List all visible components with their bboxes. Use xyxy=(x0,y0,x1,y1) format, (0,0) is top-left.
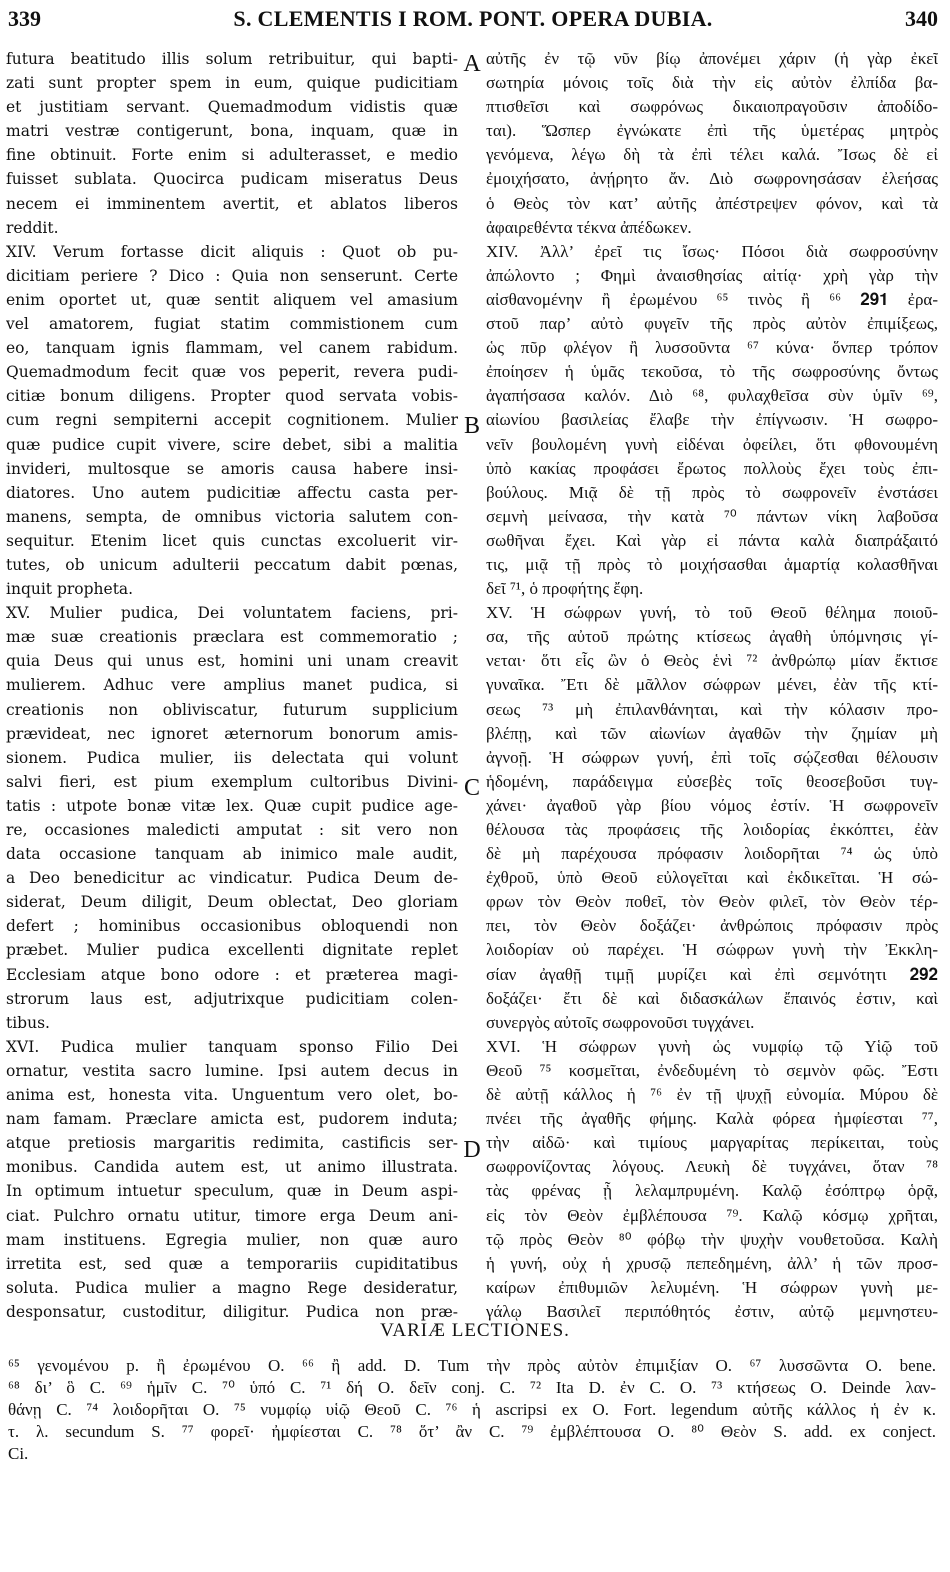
latin-text-line: mulierem. Adhuc vere amplius manet pudica, si xyxy=(6,676,458,695)
greek-text-line: καίρων ἐπιθυμιῶν λελυμένη. Ἡ σώφρων γυνὴ με- xyxy=(486,1277,938,1297)
latin-text-line: manens, sempta, de omnibus victoria salutem con- xyxy=(6,507,458,526)
latin-text-line: irretita est, sed quæ a temporariis cupiditatibus xyxy=(6,1254,458,1273)
footnotes xyxy=(8,1355,936,1465)
greek-text-line: πτισθεῖσι καὶ σωφρόνως δικαιοπραγοῦσιν ἀποδίδο- xyxy=(486,97,938,117)
greek-text-line: γενόμενα, λέγω δὴ τὰ ἐπὶ τέλει καλά. Ἴσως δὲ εἰ xyxy=(486,145,938,165)
latin-text-line: siderat, Deum diligit, Deum oblectat, Deo gloriam xyxy=(6,893,458,912)
greek-text-line: εἰς τὸν Θεὸν ἐμβλέπουσα ⁷⁹. Καλῷ κόσμῳ χρῆται, xyxy=(486,1205,938,1225)
latin-text-line: strorum laus est, adjutrixque pudicitiam colen- xyxy=(6,989,458,1008)
greek-text-line: ἀγνοῇ. Ἡ σώφρων γυνή, ἐπὶ τοῖς σῴζεσθαι θέλουσιν xyxy=(486,747,938,767)
latin-text-line: sequitur. Etenim licet quis cunctas excoluerit vir- xyxy=(6,531,458,550)
margin-letter-a: A xyxy=(463,51,481,77)
greek-text-line: ἐποίησεν ἡ ὑμᾶς τεκοῦσα, τὸ τῆς σωφροσύνης ὄντως xyxy=(486,362,938,382)
footnote-line: Ci. xyxy=(8,1444,29,1463)
greek-text-line: γυναῖκα. Ἔτι δὲ μᾶλλον σώφρων μένει, ἐὰν τῆς κτί- xyxy=(486,675,938,695)
latin-text-line: eo, tanquam ignis flammam, vel canem rabidum. xyxy=(6,339,458,358)
greek-text-line: τῷ πρὸς Θεὸν ⁸⁰ φόβῳ τὴν ψυχὴν νουθετοῦσα. Καλὴ xyxy=(486,1229,938,1249)
latin-column xyxy=(6,47,458,1324)
greek-text-line: ἡ γυνή, οὐχ ἡ χρυσῷ πεπεδημένη, ἀλλ’ ἡ τῶν προσ- xyxy=(486,1253,938,1273)
greek-text-line: ὁ Θεὸς τὸν κατ’ αὐτῆς ἀπέστρεψεν φόνον, καὶ τὰ xyxy=(486,193,938,213)
latin-text-line: prævideat, nec ignoret æternorum bonorum amis- xyxy=(6,724,458,743)
greek-text-line: γάλῳ Βασιλεῖ περιπόθητός ἐστιν, αὐτῷ μεμνηστευ- xyxy=(486,1301,938,1321)
latin-text-line: quæ pudice cupit vivere, scire debet, sibi a malitia xyxy=(6,435,458,454)
greek-text-line: πνέει τῆς ἀγαθῆς φήμης. Καλὰ φόρεα ἠμφίεσται ⁷⁷, xyxy=(486,1109,938,1129)
page-header xyxy=(8,6,938,36)
latin-text-line: ornatur, vestita sacro lumine. Ipsi autem decus in xyxy=(6,1061,458,1080)
greek-text-line: νεῖν βουλομένη γυνὴ εἰδέναι ὀφείλει, ὅτι φθονουμένη xyxy=(486,434,938,454)
running-title: S. CLEMENTIS I ROM. PONT. OPERA DUBIA. xyxy=(233,6,713,31)
greek-text-line: σωθῆναι ἔχει. Καὶ γὰρ εἰ πάντα καλὰ διαπράξαιτό xyxy=(486,530,938,550)
latin-text-line: XIV. Verum fortasse dicit aliquis : Quot ob pu- xyxy=(6,242,458,261)
greek-text-line: θέλουσα τὰς προφάσεις τῆς λοιδορίας ἐκκόπτει, ἐὰν xyxy=(486,820,938,839)
latin-text-line: anima est, honesta vita. Unguentum vero olet, bo- xyxy=(6,1086,458,1105)
greek-text-line: δὲ αὐτῇ κάλλος ἡ ⁷⁶ ἐν τῇ ψυχῇ εὐνομία. Μύρου δὲ xyxy=(486,1085,938,1105)
footnote-line: θάνῃ C. ⁷⁴ λοιδορῆται O. ⁷⁵ νυμφίῳ υἱῷ Θεοῦ C. ⁷⁶ ἡ ascripsi ex O. Fort. legendum αὐτῆς κάλλος ἡ ἐν κ. xyxy=(8,1400,936,1419)
footnote-line: τ. λ. secundum S. ⁷⁷ φορεῖ· ἠμφίεσται C. ⁷⁸ ὅτ’ ἂν C. ⁷⁹ ἐμβλέπτουσα O. ⁸⁰ Θεὸν S. add. ex conject. xyxy=(8,1422,936,1441)
latin-text-line: inquit propheta. xyxy=(6,580,134,599)
greek-text-line: νεται· ὅτι εἷς ὢν ὁ Θεὸς ἑνὶ ⁷² ἀνθρώπῳ μίαν ἔκτισε xyxy=(486,651,938,671)
greek-text-line: δὲ μὴ παρέχουσα πρόφασιν λοιδορῆται ⁷⁴ ὡς ὑπὸ xyxy=(486,844,938,864)
greek-text-line: βλέπῃ, καὶ τῶν αἰωνίων ἀγαθῶν τὴν ζημίαν μὴ xyxy=(486,723,938,743)
latin-text-line: quia Deus qui unus est, homini uni unam creavit xyxy=(6,652,458,671)
greek-text-line: τὴν αἰδῶ· καὶ τιμίους μαργαρίτας περίκειται, τοὺς xyxy=(486,1133,938,1153)
footnote-line: ⁶⁸ δι’ ὃ C. ⁶⁹ ἡμῖν C. ⁷⁰ ὑπό C. ⁷¹ δή O. δεῖν conj. C. ⁷² Ita D. ἐν C. O. ⁷³ κτήσεως O. Deinde λαν- xyxy=(8,1378,936,1397)
greek-text-line: Θεοῦ ⁷⁵ κοσμεῖται, ἐνδεδυμένη τὸ σεμνὸν φῶς. Ἔστι xyxy=(486,1060,938,1080)
greek-text-line: ἐμοιχήσατο, ἀνῄρητο ἄν. Διὸ σωφρονησάσαν ἐλεήσας xyxy=(486,169,938,189)
latin-text-line: reddit. xyxy=(6,218,59,237)
greek-text-line: XVI. Ἡ σώφρων γυνὴ ὡς νυμφίῳ τῷ Υἱῷ τοῦ xyxy=(486,1036,938,1056)
greek-text-line: ται). Ὥσπερ ἐγνώκατε ἐπὶ τῆς ὑμετέρας μητρὸς xyxy=(486,121,938,141)
latin-text-line: tutes, ob unicum adulterii peccatum dabit pœnas, xyxy=(6,555,458,574)
greek-text-line: χάνει· ἀγαθοῦ γὰρ βίου νόμος ἐστίν. Ἡ σωφρονεῖν xyxy=(486,795,938,815)
latin-text-line: præbet. Mulier pudica excellenti dignitate replet xyxy=(6,941,458,960)
greek-text-line: στοῦ παρ’ αὐτὸ φυγεῖν τῆς πρὸς αὐτὸν ἐπιμίξεως, xyxy=(486,314,938,334)
greek-text-line: δεῖ ⁷¹, ὁ προφήτης ἔφη. xyxy=(486,579,644,599)
greek-text-line: βούλους. Μιᾷ δὲ τῇ πρὸς τὸ σωφρονεῖν ἐνστάσει xyxy=(486,482,938,502)
greek-text-line: σεως ⁷³ μὴ ἐπιλανθάνηται, καὶ τὴν κόλασιν προ- xyxy=(486,699,938,719)
latin-text-line: XVI. Pudica mulier tanquam sponso Filio Dei xyxy=(6,1037,458,1056)
latin-text-line: nam famam. Præclare amicta est, pudorem induta; xyxy=(6,1110,458,1129)
latin-text-line: Ecclesiam atque bono odore : et præterea magi- xyxy=(6,965,458,984)
latin-text-line: creationis non obliviscatur, futurum supplicium xyxy=(6,700,458,719)
latin-text-line: In optimum intuetur speculum, quæ in Deum aspi- xyxy=(6,1182,458,1201)
latin-text-line: enim oportet ut, quæ sentit aliquem vel amasium xyxy=(6,290,458,309)
greek-text-line: ἀπώλοντο ; Φημὶ ἀναισθησίας αἰτίᾳ· χρὴ γὰρ τὴν xyxy=(486,265,938,285)
greek-text-line: XV. Ἡ σώφρων γυνή, τὸ τοῦ Θεοῦ θέλημα ποιοῦ- xyxy=(486,603,938,623)
latin-text-line: sionem. Pudica mulier, iis delectata qui volunt xyxy=(6,748,458,767)
greek-text-line: σεμνὴ μείνασα, τὴν κατὰ ⁷⁰ πάντων νίκη λαβοῦσα xyxy=(486,506,938,526)
latin-text-line: monibus. Candida autem est, ut animo illustrata. xyxy=(6,1158,458,1177)
latin-text-line: atque pretiosis margaritis redimita, castificis ser- xyxy=(6,1134,458,1153)
greek-text-line: αἰωνίου βασιλείας ἔλαβε τὴν ἐπίγνωσιν. Ἡ σωφρο- xyxy=(486,410,938,430)
latin-text-line: ciat. Pulchro ornatu utitur, timore erga Deum ani- xyxy=(6,1206,458,1225)
margin-letter-b: B xyxy=(463,413,480,439)
greek-text-line: ἡδομένη, παράδειγμα εὐσεβὲς τοῖς θεοσεβοῦσι τυγ- xyxy=(486,771,938,791)
greek-text-line: ἀφαιρεθέντα τέκνα ἀπέδωκεν. xyxy=(486,217,692,237)
latin-text-line: a Deo benedicitur ac vindicatur. Pudica Deum de- xyxy=(6,869,458,888)
latin-text-line: salvi fieri, est pium exemplum cultoribus Divini- xyxy=(6,772,458,791)
latin-text-line: futura beatitudo illis solum retribuitur, qui bapti- xyxy=(6,50,458,68)
margin-letter-c: C xyxy=(463,775,480,801)
latin-text-line: fuisset sublata. Quocirca pudicam miseratus Deus xyxy=(6,170,458,189)
latin-text-line: zati sunt propter spem in eum, quique pudicitiam xyxy=(6,74,458,93)
greek-text-line: σωφρονίζοντας λόγους. Λευκὴ δὲ τυγχάνει, ὅταν ⁷⁸ xyxy=(486,1157,938,1177)
page-number-right: 340 xyxy=(905,6,938,31)
latin-text-line: XV. Mulier pudica, Dei voluntatem faciens, pri- xyxy=(6,604,458,623)
latin-text-line: defert ; hominibus occasionibus obloquendi non xyxy=(6,917,458,936)
latin-text-line: re, occasiones maledicti amputat : sit vero non xyxy=(6,821,458,839)
greek-text-line: σωτηρία μόνοις τοῖς διὰ τὴν εἰς αὐτὸν ἐλπίδα βα- xyxy=(486,73,938,93)
latin-text-line: Quemadmodum fecit quæ vos peperit, revera pudi- xyxy=(6,363,458,382)
latin-text-line: mam instituens. Egregia mulier, non quæ auro xyxy=(6,1230,458,1249)
latin-text-line: cum regni sempiterni accepit cognitionem. Mulier xyxy=(6,411,458,430)
page-number-left: 339 xyxy=(8,6,41,31)
latin-text-line: diatores. Uno autem pudicitiæ affectu casta per- xyxy=(6,483,458,502)
latin-text-line: invideri, multosque se amoris causa habere insi- xyxy=(6,459,458,478)
latin-text-line: citiæ bonum diligens. Propter quod servata vobis- xyxy=(6,387,458,406)
latin-text-line: necem ei imminentem avertit, et ablatos liberos xyxy=(6,194,458,213)
latin-text-line: dicitiam periere ? Dico : Quia non senserunt. Certe xyxy=(6,266,458,285)
latin-text-line: et justitiam servant. Quemadmodum vidistis quæ xyxy=(6,98,458,117)
latin-text-line: soluta. Pudica mulier a magno Rege desideratur, xyxy=(6,1278,458,1297)
latin-text-line: mæ suæ creationis præclara est commemoratio ; xyxy=(6,628,458,647)
greek-text-line: αὐτῆς ἐν τῷ νῦν βίῳ ἀπονέμει χάριν (ἡ γὰρ ἐκεῖ xyxy=(486,49,938,68)
latin-text-line: data occasione tanquam ab inimico male audit, xyxy=(6,845,458,864)
greek-text-line: τὰς φρένας ᾖ λελαμπρυμένη. Καλῷ ἐσόπτρῳ ὁρᾷ, xyxy=(486,1181,938,1201)
latin-text-line: tatis : utpote bonæ vitæ lex. Quæ cupit pudice age- xyxy=(6,796,458,815)
greek-text-line: σίαν ἀγαθῇ τιμῇ μυρίζει καὶ ἐπὶ σεμνότητι 𝟐𝟗𝟐 xyxy=(486,964,938,984)
footnote-line: ⁶⁵ γενομένου p. ἢ ἐρωμένου O. ⁶⁶ ἢ add. D. Tum τὴν πρὸς αὐτὸν ἐπιμιξίαν O. ⁶⁷ λυσσῶντα O. bene. xyxy=(8,1356,936,1375)
margin-letter-d: D xyxy=(463,1137,481,1163)
greek-text-line: ὑπὸ κακίας προφάσει ἔρωτος πολλοὺς ἔχει τοὺς ἐπι- xyxy=(486,458,938,478)
latin-text-line: fine obtinuit. Forte enim si adulterasset, e medio xyxy=(6,146,458,165)
latin-text-line: tibus. xyxy=(6,1013,50,1032)
greek-text-line: ἀγαπήσασα καλόν. Διὸ ⁶⁸, φυλαχθεῖσα σὺν ὑμῖν ⁶⁹, xyxy=(486,386,938,406)
greek-column xyxy=(486,47,938,1324)
latin-text-line: desponsatur, custoditur, diligitur. Pudica non præ- xyxy=(6,1302,458,1321)
greek-text-line: λοιδορίαν οὐ παρέχει. Ἡ σώφρων γυνὴ τὴν Ἐκκλη- xyxy=(486,940,938,960)
greek-text-line: XIV. Ἀλλ’ ἐρεῖ τις ἴσως· Πόσοι διὰ σωφροσύνην xyxy=(486,241,938,261)
greek-text-line: σα, τῆς αὐτοῦ πρώτης κτίσεως ἀγαθὴ ὑπόμνησις γί- xyxy=(486,627,938,647)
greek-text-line: φρων τὸν Θεὸν ποθεῖ, τὸν Θεὸν φιλεῖ, τὸν Θεὸν τέρ- xyxy=(486,892,938,912)
greek-text-line: συνεργὸς αὐτοῖς σωφρονοῦσι τυγχάνει. xyxy=(486,1012,755,1032)
greek-text-line: πει, τὸν Θεὸν δοξάζει· ἀνθρώποις πρόφασιν πρὸς xyxy=(486,916,938,936)
variae-lectiones-heading: VARIÆ LECTIONES. xyxy=(380,1320,570,1341)
greek-text-line: τις, μιᾷ τῇ πρὸς τὸ μοιχήσασθαι ἁμαρτίᾳ κολασθῆναι xyxy=(486,554,938,574)
latin-text-line: matri vestræ contigerunt, bona, inquam, quæ in xyxy=(6,122,458,141)
greek-text-line: ὡς πῦρ φλέγον ἢ λυσσοῦντα ⁶⁷ κύνα· ὅνπερ τρόπον xyxy=(486,338,938,358)
greek-text-line: ἐχθροῦ, ὑπὸ Θεοῦ εὐλογεῖται καὶ ἐκδικεῖται. Ἡ σώ- xyxy=(486,868,938,888)
latin-text-line: vel amatorem, fugiat statim commistionem cum xyxy=(6,315,458,334)
greek-text-line: αἰσθανομένην ἢ ἐρωμένου ⁶⁵ τινὸς ἢ ⁶⁶ 𝟐𝟗𝟏 ἐρα- xyxy=(486,289,938,309)
greek-text-line: δοξάζει· ἔτι δὲ καὶ διδασκάλων ἔπαινός ἐστιν, καὶ xyxy=(486,988,938,1008)
